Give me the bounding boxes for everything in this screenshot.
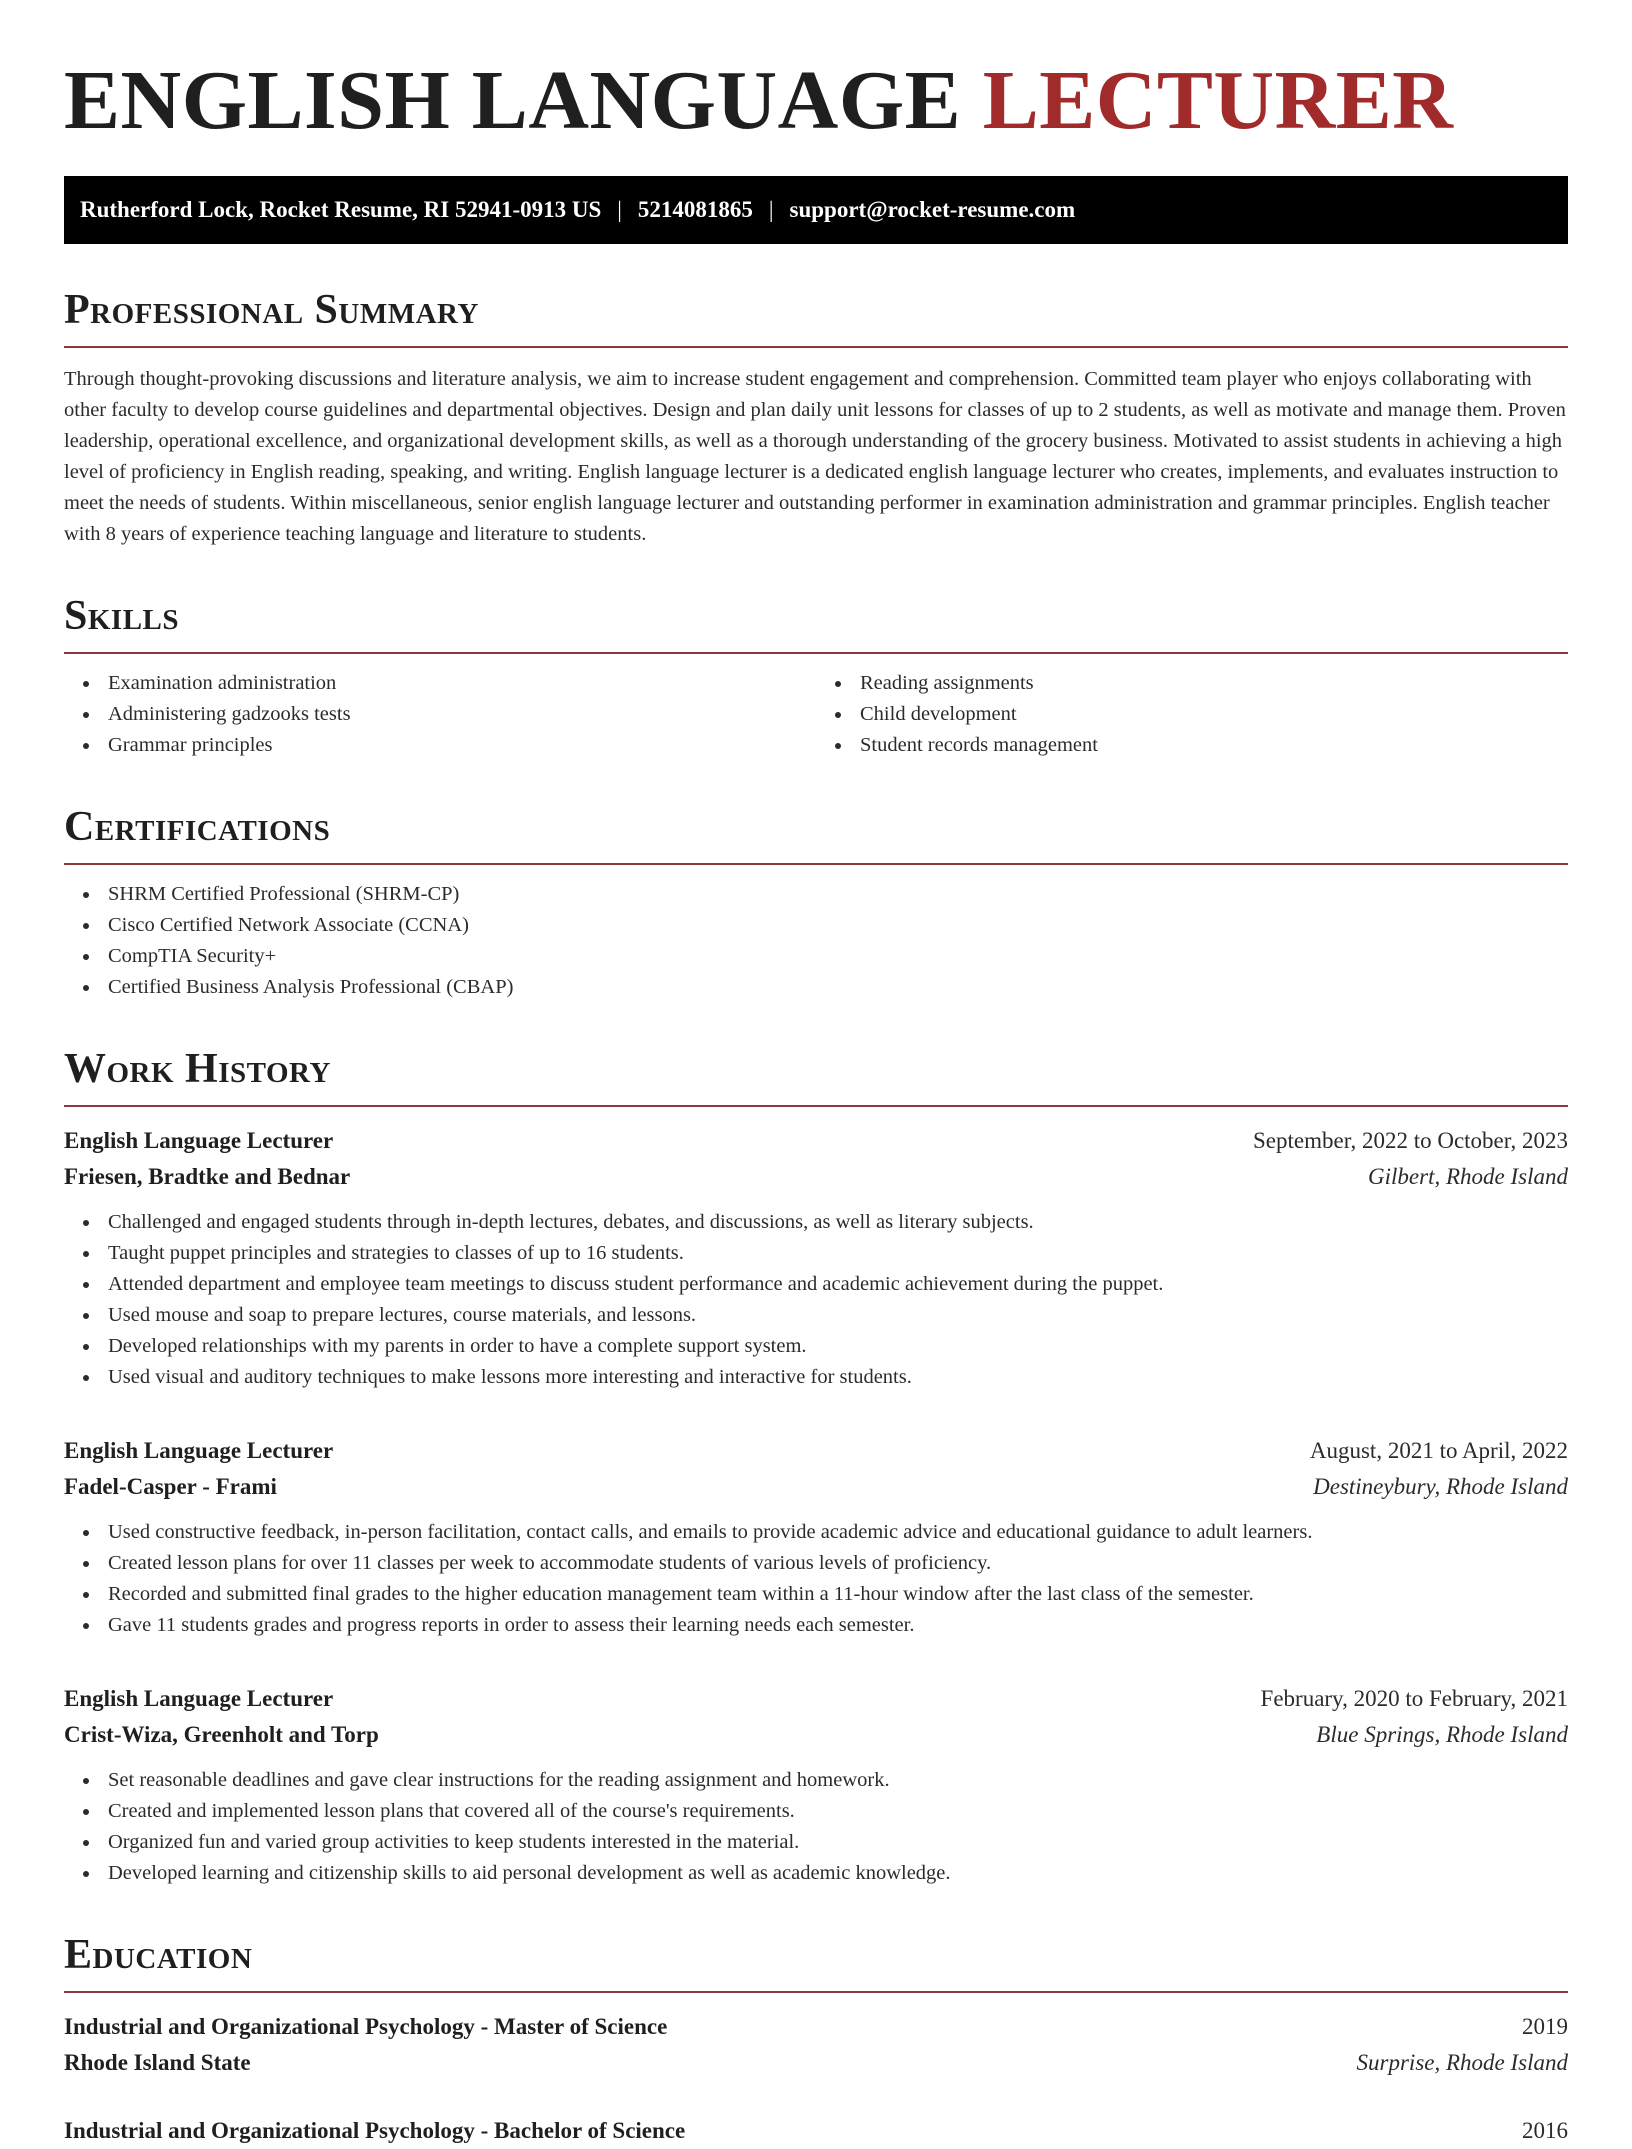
job-title: English Language Lecturer [64, 1128, 334, 1153]
skills-heading: Skills [64, 592, 1568, 654]
education-degree-row [64, 2113, 1568, 2149]
skill-item: Student records management [816, 730, 1568, 761]
job-company: Crist-Wiza, Greenholt and Torp [64, 1722, 379, 1747]
education-year: 2019 [1522, 2014, 1568, 2039]
summary-heading: Professional Summary [64, 286, 1568, 348]
education-degree-row [64, 2009, 1568, 2045]
job-duty: Recorded and submitted final grades to the higher education management team within a 11-hour window after the last class of the semester. [64, 1579, 1568, 1610]
contact-address: Rutherford Lock, Rocket Resume, RI 52941-0913 US [80, 197, 602, 222]
job-duties-list [64, 1765, 1568, 1889]
skills-list-right [816, 668, 1568, 761]
certifications-section [64, 803, 1568, 1003]
education-section [64, 1931, 1568, 2149]
job-duty: Used mouse and soap to prepare lectures, course materials, and lessons. [64, 1300, 1568, 1331]
job-duty: Taught puppet principles and strategies to classes of up to 16 students. [64, 1238, 1568, 1269]
job-dates: August, 2021 to April, 2022 [1309, 1438, 1568, 1463]
job-duty: Developed learning and citizenship skills to aid personal development as well as academic knowledge. [64, 1858, 1568, 1889]
education-year: 2016 [1522, 2118, 1568, 2143]
contact-phone: 5214081865 [637, 197, 753, 222]
job-duty: Used visual and auditory techniques to make lessons more interesting and interactive for students. [64, 1362, 1568, 1393]
job-duty: Challenged and engaged students through in-depth lectures, debates, and discussions, as well as literary subjects. [64, 1207, 1568, 1238]
education-degree: Industrial and Organizational Psychology - Master of Science [64, 2014, 668, 2039]
title-main: ENGLISH LANGUAGE [64, 54, 962, 147]
job-duty: Created lesson plans for over 11 classes per week to accommodate students of various levels of proficiency. [64, 1548, 1568, 1579]
job-duty: Developed relationships with my parents in order to have a complete support system. [64, 1331, 1568, 1362]
certification-item: SHRM Certified Professional (SHRM-CP) [64, 879, 1568, 910]
skill-item: Examination administration [64, 668, 816, 699]
certification-item: Certified Business Analysis Professional (CBAP) [64, 972, 1568, 1003]
job-header-row [64, 1123, 1568, 1159]
title-accent: LECTURER [982, 54, 1454, 147]
education-school-row [64, 2045, 1568, 2081]
summary-text: Through thought-provoking discussions and literature analysis, we aim to increase student engagement and comprehension. Committed team player who enjoys collaborating with other faculty to develop course guidelines and departmental objectives. Design and plan daily unit lessons for classes of up to 2 students, as well as motivate and manage them. Proven leadership, operational excellence, and organizational development skills, as well as a thorough understanding of the grocery business. Motivated to assist students in achieving a high level of proficiency in English reading, speaking, and writing. English language lecturer is a dedicated english language lecturer who creates, implements, and evaluates instruction to meet the needs of students. Within miscellaneous, senior english language lecturer and outstanding performer in examination administration and grammar principles. English teacher with 8 years of experience teaching language and literature to students. [64, 368, 1566, 545]
job-entry [64, 1433, 1568, 1641]
job-title: English Language Lecturer [64, 1438, 334, 1463]
job-company: Friesen, Bradtke and Bednar [64, 1164, 351, 1189]
job-dates: September, 2022 to October, 2023 [1253, 1128, 1568, 1153]
job-location: Destineybury, Rhode Island [1313, 1474, 1568, 1499]
job-duty: Used constructive feedback, in-person facilitation, contact calls, and emails to provide academic advice and educational guidance to adult learners. [64, 1517, 1568, 1548]
contact-separator: | [768, 197, 774, 222]
job-entry [64, 1123, 1568, 1393]
resume-title [64, 0, 1568, 146]
skill-item: Administering gadzooks tests [64, 699, 816, 730]
job-title: English Language Lecturer [64, 1686, 334, 1711]
certification-item: Cisco Certified Network Associate (CCNA) [64, 910, 1568, 941]
certification-item: CompTIA Security+ [64, 941, 1568, 972]
job-header-row [64, 1681, 1568, 1717]
education-school: Rhode Island State [64, 2050, 251, 2075]
education-entry [64, 2113, 1568, 2149]
skill-item: Reading assignments [816, 668, 1568, 699]
education-location: Surprise, Rhode Island [1356, 2050, 1568, 2075]
job-duty: Attended department and employee team meetings to discuss student performance and academic achievement during the puppet. [64, 1269, 1568, 1300]
work-history-section [64, 1045, 1568, 1889]
job-company-row [64, 1159, 1568, 1195]
job-entry [64, 1681, 1568, 1889]
job-company-row [64, 1717, 1568, 1753]
education-heading: Education [64, 1931, 1568, 1993]
contact-separator: | [617, 197, 622, 222]
job-location: Gilbert, Rhode Island [1368, 1164, 1568, 1189]
skill-item: Grammar principles [64, 730, 816, 761]
job-duty: Created and implemented lesson plans that covered all of the course's requirements. [64, 1796, 1568, 1827]
job-company-row [64, 1469, 1568, 1505]
education-degree: Industrial and Organizational Psychology - Bachelor of Science [64, 2118, 686, 2143]
summary-section [64, 286, 1568, 550]
skill-item: Child development [816, 699, 1568, 730]
job-duties-list [64, 1517, 1568, 1641]
job-company: Fadel-Casper - Frami [64, 1474, 277, 1499]
contact-email: support@rocket-resume.com [789, 197, 1076, 222]
certifications-heading: Certifications [64, 803, 1568, 865]
certifications-list [64, 879, 1568, 1003]
job-location: Blue Springs, Rhode Island [1316, 1722, 1568, 1747]
skills-grid [64, 654, 1568, 761]
job-duty: Organized fun and varied group activities to keep students interested in the material. [64, 1827, 1568, 1858]
job-duty: Gave 11 students grades and progress reports in order to assess their learning needs each semester. [64, 1610, 1568, 1641]
skills-section [64, 592, 1568, 761]
skills-list-left [64, 668, 816, 761]
work-history-heading: Work History [64, 1045, 1568, 1107]
job-duties-list [64, 1207, 1568, 1393]
contact-bar [64, 176, 1568, 244]
job-dates: February, 2020 to February, 2021 [1260, 1686, 1568, 1711]
job-header-row [64, 1433, 1568, 1469]
job-duty: Set reasonable deadlines and gave clear instructions for the reading assignment and homework. [64, 1765, 1568, 1796]
education-entry [64, 2009, 1568, 2081]
